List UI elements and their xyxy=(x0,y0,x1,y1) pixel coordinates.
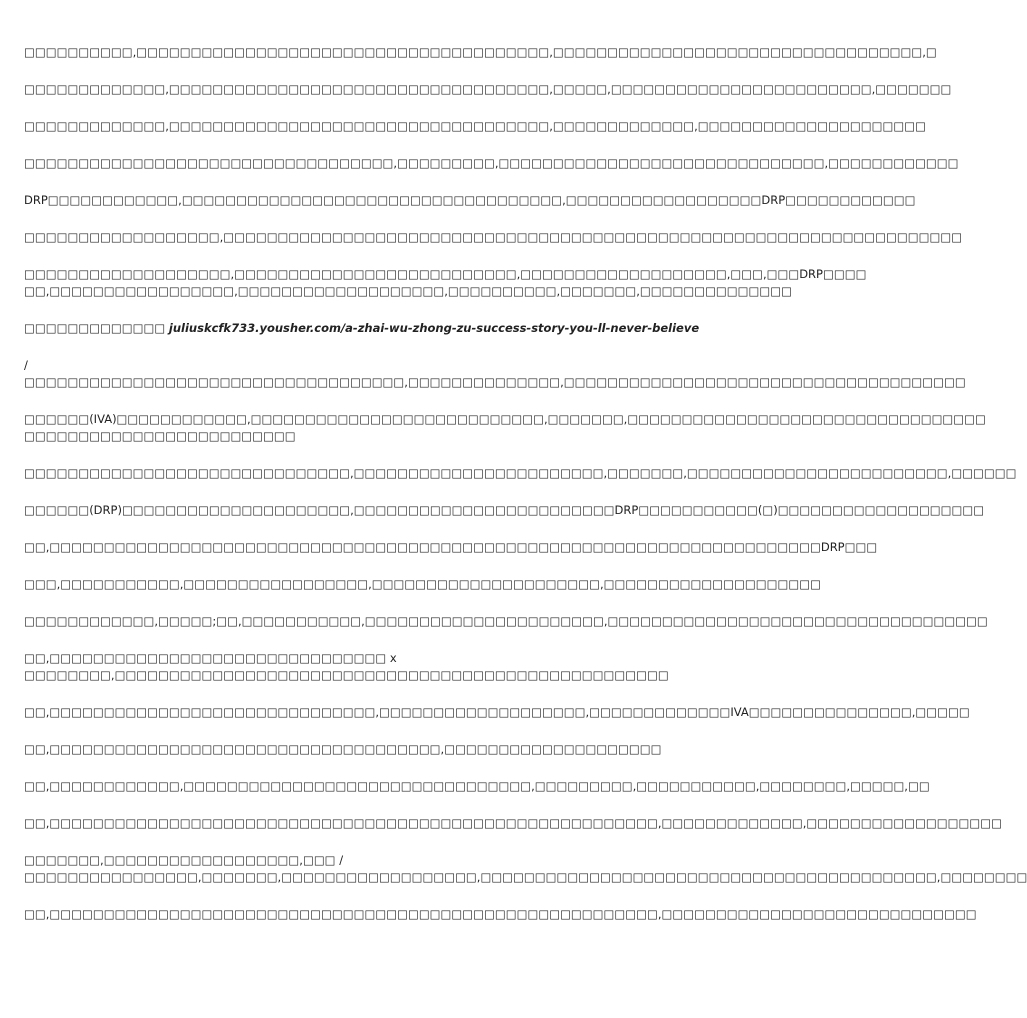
paragraph xyxy=(24,229,963,246)
paragraph xyxy=(24,118,926,135)
paragraph xyxy=(24,411,986,445)
text-line: □□,□□□□□□□□□□□□□□□□□□□□□□□□□□□□□□□ x xyxy=(24,651,397,665)
text-line: □□□□□□□□□□□□□□□□,□□□□□□□,□□□□□□□□□□□□□□□□□□,□□□□□□□□□□□□□□□□□□□□□□□□□□□□□□□□□□□□□□□□□□,□□□□□□□□ xyxy=(24,870,1027,884)
paragraph xyxy=(24,650,720,684)
text-line: □□□□□□□□□□□□□□□□□□□□□□□□□□□□□□□□□□,□□□□□□□□□,□□□□□□□□□□□□□□□□□□□□□□□□□□□□□□,□□□□□□□□□□□□ xyxy=(24,156,959,170)
paragraph xyxy=(24,704,970,721)
text-line: □□,□□□□□□□□□□□□□□□□□□□□□□□□□□□□□□□□□□□□,□□□□□□□□□□□□□□□□□□□□ xyxy=(24,742,662,756)
text-line: □□□□□□□,□□□□□□□□□□□□□□□□□□,□□□ / xyxy=(24,853,344,867)
text-line: □□□□□□□□□□□□,□□□□□;□□,□□□□□□□□□□□,□□□□□□□□□□□□□□□□□□□□□□,□□□□□□□□□□□□□□□□□□□□□□□□□□□□□□□□□□□ xyxy=(24,614,988,628)
paragraph xyxy=(24,192,916,209)
text-line: / xyxy=(24,358,28,372)
paragraph xyxy=(24,815,1002,832)
link-prefix: □□□□□□□□□□□□□ xyxy=(24,321,169,335)
text-line: □□□□□□□□□□□□□,□□□□□□□□□□□□□□□□□□□□□□□□□□□□□□□□□□□,□□□□□,□□□□□□□□□□□□□□□□□□□□□□□□,□□□□□□□ xyxy=(24,82,952,96)
text-line: □□,□□□□□□□□□□□□□□□□□□□□□□□□□□□□□□□□□□□□□□□□□□□□□□□□□□□□□□□□□□□□□□□□□□□□□□□DRP□□□ xyxy=(24,540,878,554)
text-line: □□□□□□□□□□□□□□□□□□□,□□□□□□□□□□□□□□□□□□□□□□□□□□,□□□□□□□□□□□□□□□□□□□,□□□,□□□DRP□□□□ xyxy=(24,267,867,281)
paragraph xyxy=(24,741,720,758)
paragraph xyxy=(24,44,937,61)
text-line: □□,□□□□□□□□□□□□□□□□□□□□□□□□□□□□□□□□□□□□□□□□□□□□□□□□□□□□□□□□,□□□□□□□□□□□□□□□□□□□□□□□□□□□□□ xyxy=(24,907,977,921)
text-line: DRP□□□□□□□□□□□□,□□□□□□□□□□□□□□□□□□□□□□□□□□□□□□□□□□□,□□□□□□□□□□□□□□□□□□DRP□□□□□□□□□□□□ xyxy=(24,193,916,207)
paragraph xyxy=(24,539,878,556)
text-line: □□□□□□(DRP)□□□□□□□□□□□□□□□□□□□□□,□□□□□□□□□□□□□□□□□□□□□□□□DRP□□□□□□□□□□□(□)□□□□□□□□□□□□□□□□□□□ xyxy=(24,503,985,517)
paragraph xyxy=(24,613,988,630)
text-line: □□□□□□□□□□□□□□□□□□□□□□□□□□□□□□□□□□□,□□□□□□□□□□□□□□,□□□□□□□□□□□□□□□□□□□□□□□□□□□□□□□□□□□□□ xyxy=(24,375,966,389)
text-line: □□,□□□□□□□□□□□□,□□□□□□□□□□□□□□□□□□□□□□□□□□□□□□□□,□□□□□□□□□,□□□□□□□□□□□,□□□□□□□□,□□□□□,□□ xyxy=(24,779,930,793)
paragraph xyxy=(24,266,867,300)
text-line: □□□□□□□□□□,□□□□□□□□□□□□□□□□□□□□□□□□□□□□□□□□□□□□□□,□□□□□□□□□□□□□□□□□□□□□□□□□□□□□□□□□□,□ xyxy=(24,45,937,59)
text-line: □□,□□□□□□□□□□□□□□□□□□□□□□□□□□□□□□□□□□□□□□□□□□□□□□□□□□□□□□□□,□□□□□□□□□□□□□,□□□□□□□□□□□□□□□□□□ xyxy=(24,816,1002,830)
text-line: □□□□□□□□□□□□□□□□□□,□□□□□□□□□□□□□□□□□□□□□□□□□□□□□□□□□□□□□□□□□□□□□□□□□□□□□□□□□□□□□□□□□□□□ xyxy=(24,230,963,244)
text-line: □□□□□□□□,□□□□□□□□□□□□□□□□□□□□□□□□□□□□□□□□□□□□□□□□□□□□□□□□□□□ xyxy=(24,668,669,682)
paragraph xyxy=(24,576,821,593)
paragraph xyxy=(24,502,985,519)
paragraph xyxy=(24,155,959,172)
text-line: □□□□□□□□□□□□□,□□□□□□□□□□□□□□□□□□□□□□□□□□□□□□□□□□□,□□□□□□□□□□□□□,□□□□□□□□□□□□□□□□□□□□□ xyxy=(24,119,926,133)
text-line: □□□□□□□□□□□□□□□□□□□□□□□□□ xyxy=(24,429,296,443)
text-line: □□,□□□□□□□□□□□□□□□□□,□□□□□□□□□□□□□□□□□□□,□□□□□□□□□□,□□□□□□□,□□□□□□□□□□□□□□ xyxy=(24,284,792,298)
text-line: □□□□□□(IVA)□□□□□□□□□□□□,□□□□□□□□□□□□□□□□□□□□□□□□□□□,□□□□□□□,□□□□□□□□□□□□□□□□□□□□□□□□□□□□□□□□□ xyxy=(24,412,986,426)
paragraph xyxy=(24,357,966,391)
article-link[interactable]: juliuskcfk733.yousher.com/a-zhai-wu-zhong-zu-success-story-you-ll-never-believe xyxy=(168,321,700,335)
paragraph xyxy=(24,852,1027,886)
text-line: □□□,□□□□□□□□□□□,□□□□□□□□□□□□□□□□□,□□□□□□□□□□□□□□□□□□□□□,□□□□□□□□□□□□□□□□□□□□ xyxy=(24,577,821,591)
text-line: □□□□□□□□□□□□□□□□□□□□□□□□□□□□□□,□□□□□□□□□□□□□□□□□□□□□□□,□□□□□□□,□□□□□□□□□□□□□□□□□□□□□□□□,□□□□□□ xyxy=(24,466,1017,480)
article-body xyxy=(24,44,1027,943)
paragraph xyxy=(24,81,952,98)
paragraph xyxy=(24,906,977,923)
paragraph xyxy=(24,465,1017,482)
link-paragraph xyxy=(24,320,720,337)
text-line: □□,□□□□□□□□□□□□□□□□□□□□□□□□□□□□□□,□□□□□□□□□□□□□□□□□□□,□□□□□□□□□□□□□IVA□□□□□□□□□□□□□□□,□□□□□ xyxy=(24,705,970,719)
paragraph xyxy=(24,778,930,795)
